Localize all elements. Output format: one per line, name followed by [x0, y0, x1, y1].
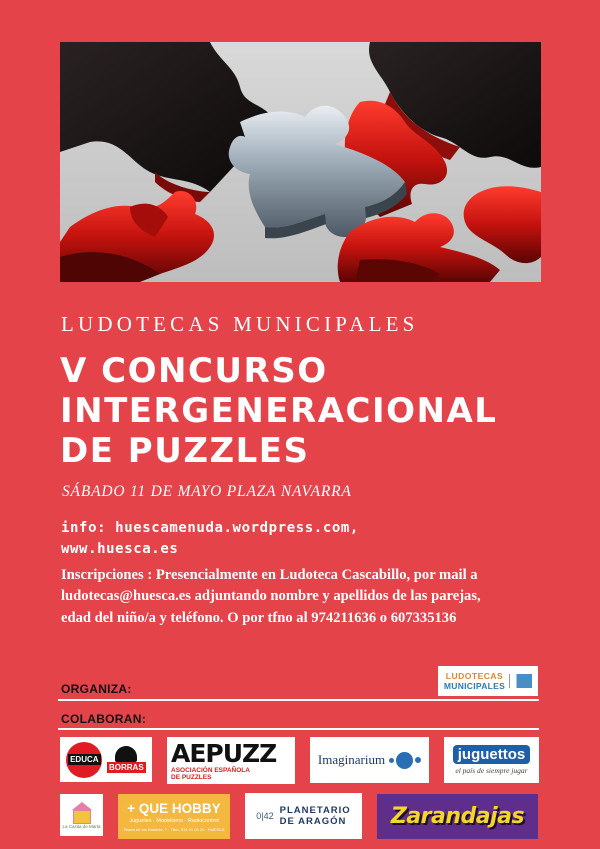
planetario-logo-text: PLANETARIO: [279, 805, 351, 816]
hero-puzzle-image: [60, 42, 541, 282]
quehobby-logo-text: + QUE HOBBY: [127, 801, 221, 816]
event-title-line: V CONCURSO: [60, 351, 328, 391]
event-title-line: INTERGENERACIONAL: [60, 391, 498, 431]
borras-figure-icon: [115, 746, 137, 762]
borras-logo: [107, 746, 146, 773]
colaboran-label: COLABORAN:: [61, 712, 146, 726]
ludotecas-logo: [438, 666, 538, 696]
zarandajas-logo: [377, 794, 538, 839]
event-title-line: DE PUZZLES: [60, 431, 310, 471]
organizer-heading: LUDOTECAS MUNICIPALES: [61, 312, 419, 336]
imaginarium-dots-icon: [389, 752, 421, 769]
house-body-icon: [73, 810, 91, 824]
event-title: [60, 351, 497, 471]
aepuzz-subtitle: DE PUZZLES: [171, 773, 212, 781]
imaginarium-logo-text: Imaginarium: [317, 752, 386, 767]
ludotecas-logo-line: LUDOTECAS: [445, 671, 504, 681]
organiza-label: ORGANIZA:: [61, 682, 132, 696]
juguettos-logo: [444, 737, 539, 783]
event-date-location: SÁBADO 11 DE MAYO PLAZA NAVARRA: [62, 483, 352, 500]
educa-logo-text: EDUCA: [70, 755, 99, 764]
juguettos-logo-text: juguettos: [453, 745, 531, 764]
divider: [58, 728, 539, 730]
info-line[interactable]: www.huesca.es: [61, 541, 179, 557]
planetario-mark-icon: 0|42: [256, 811, 274, 821]
juguettos-tagline: el país de siempre jugar: [455, 766, 528, 775]
divider: [58, 699, 539, 701]
zarandajas-logo-text: Zarandajas: [390, 804, 525, 829]
casita-de-marta-logo: [60, 794, 103, 836]
aepuzz-logo-text: AEPUZZ: [171, 738, 277, 768]
info-links: [61, 518, 359, 560]
aepuzz-logo: [167, 737, 295, 784]
ludotecas-logo-line: MUNICIPALES: [443, 681, 506, 691]
planetario-logo-text: DE ARAGÓN: [279, 816, 347, 827]
quehobby-logo: [118, 794, 230, 839]
imaginarium-logo: [310, 737, 429, 783]
educa-borras-logo: [60, 737, 152, 782]
quehobby-subtitle: Juguetes · Modelismo · Radiocontrol: [129, 818, 219, 824]
huesca-city-mark-icon: [509, 674, 532, 688]
borras-logo-text: BORRAS: [108, 763, 144, 772]
educa-logo: [66, 742, 102, 778]
casita-logo-text: La Casita de Marta: [62, 823, 101, 829]
registration-text: Inscripciones : Presencialmente en Ludoteca Cascabillo, por mail a ludotecas@huesca.es adjuntando nombre y apellidos de las parejas, edad del niño/a y teléfono. O por tfno al 974211636 o 607335136: [61, 567, 481, 626]
planetario-logo: [245, 793, 362, 839]
aepuzz-subtitle: ASOCIACIÓN ESPAÑOLA: [171, 766, 250, 774]
quehobby-address: Paseo de los Ramiréz, 7 · Tfno. 974 21 03 24 · HUESCA: [123, 827, 225, 832]
puzzle-pieces-illustration: [60, 42, 541, 282]
house-icon: [72, 802, 92, 810]
info-line[interactable]: info: huescamenuda.wordpress.com,: [61, 520, 359, 536]
